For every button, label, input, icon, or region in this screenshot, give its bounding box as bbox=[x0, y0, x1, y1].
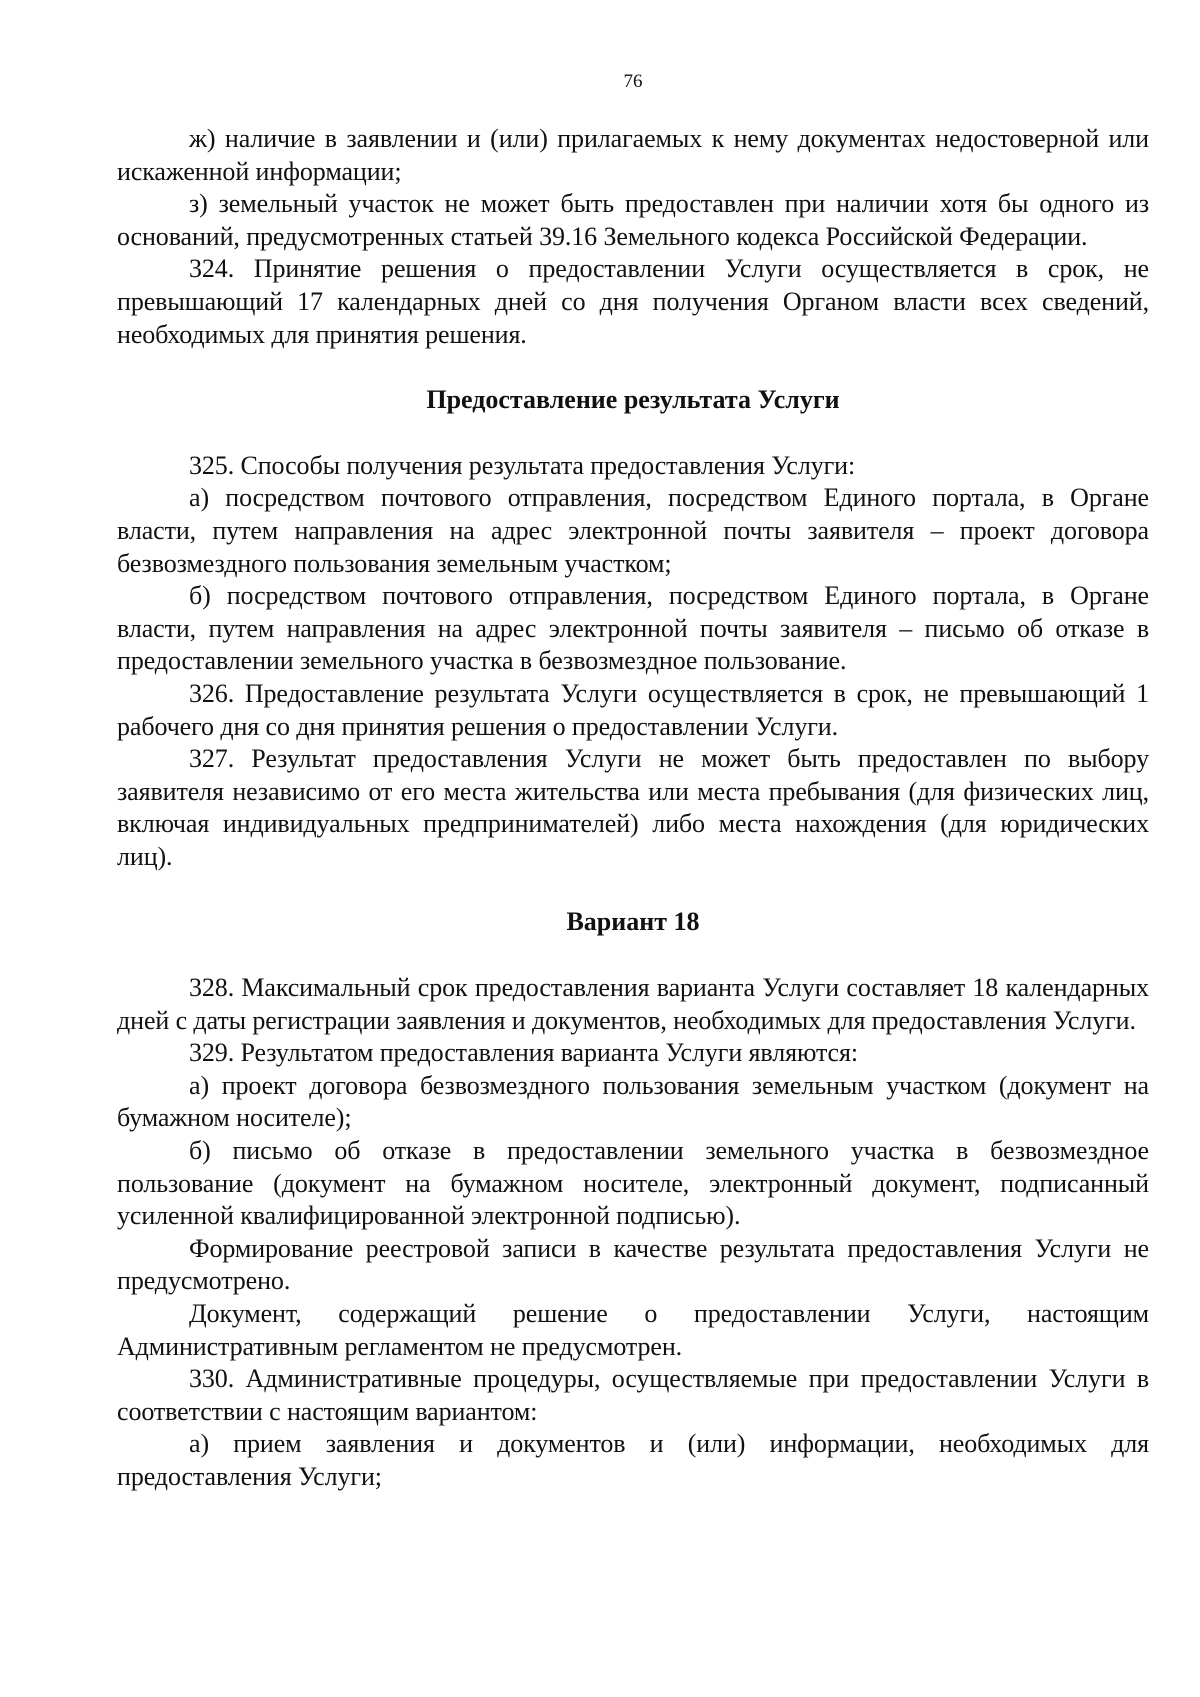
paragraph-328: 328. Максимальный срок предоставления варианта Услуги составляет 18 календарных дней с даты регистрации заявления и документов, необходимых для предоставления Услуги. bbox=[117, 973, 1149, 1035]
section-heading-result: Предоставление результата Услуги bbox=[426, 385, 840, 415]
paragraph-330: 330. Административные процедуры, осуществляемые при предоставлении Услуги в соответствии с настоящим вариантом: bbox=[117, 1364, 1149, 1426]
paragraph-z: з) земельный участок не может быть предоставлен при наличии хотя бы одного из оснований, предусмотренных статьей 39.16 Земельного кодекса Российской Федерации. bbox=[117, 189, 1149, 251]
paragraph-decision-document: Документ, содержащий решение о предоставлении Услуги, настоящим Административным регламентом не предусмотрен. bbox=[117, 1299, 1149, 1361]
document-page bbox=[117, 0, 1149, 1697]
document-body bbox=[117, 123, 1149, 1494]
paragraph-329-a: а) проект договора безвозмездного пользования земельным участком (документ на бумажном носителе); bbox=[117, 1070, 1149, 1133]
paragraph-326: 326. Предоставление результата Услуги осуществляется в срок, не превышающий 1 рабочего дня со дня принятия решения о предоставлении Услуги. bbox=[117, 678, 1149, 741]
paragraph-325-b: б) посредством почтового отправления, посредством Единого портала, в Органе власти, путем направления на адрес электронной почты заявителя – письмо об отказе в предоставлении земельного участка в безвозмездное пользование. bbox=[117, 581, 1149, 676]
paragraph-329-b: б) письмо об отказе в предоставлении земельного участка в безвозмездное пользование (документ на бумажном носителе, электронный документ, подписанный усиленной квалифицированной электронной подписью). bbox=[117, 1136, 1149, 1231]
paragraph-zh: ж) наличие в заявлении и (или) прилагаемых к нему документах недостоверной или искаженной информации; bbox=[117, 124, 1149, 186]
paragraph-324: 324. Принятие решения о предоставлении Услуги осуществляется в срок, не превышающий 17 календарных дней со дня получения Органом власти всех сведений, необходимых для принятия решения. bbox=[117, 254, 1149, 349]
paragraph-325: 325. Способы получения результата предоставления Услуги: bbox=[189, 450, 856, 480]
paragraph-327: 327. Результат предоставления Услуги не может быть предоставлен по выбору заявителя независимо от его места жительства или места пребывания (для физических лиц, включая индивидуальных предпринимателей) либо места нахождения (для юридических лиц). bbox=[117, 744, 1149, 871]
paragraph-registry: Формирование реестровой записи в качестве результата предоставления Услуги не предусмотрено. bbox=[117, 1233, 1149, 1296]
section-heading-variant-18: Вариант 18 bbox=[566, 907, 700, 937]
paragraph-325-a: а) посредством почтового отправления, посредством Единого портала, в Органе власти, путем направления на адрес электронной почты заявителя – проект договора безвозмездного пользования земельным участком; bbox=[117, 483, 1149, 578]
paragraph-329: 329. Результатом предоставления варианта Услуги являются: bbox=[189, 1038, 858, 1068]
paragraph-330-a: а) прием заявления и документов и (или) информации, необходимых для предоставления Услуги; bbox=[117, 1429, 1149, 1491]
page-number: 76 bbox=[623, 71, 643, 92]
